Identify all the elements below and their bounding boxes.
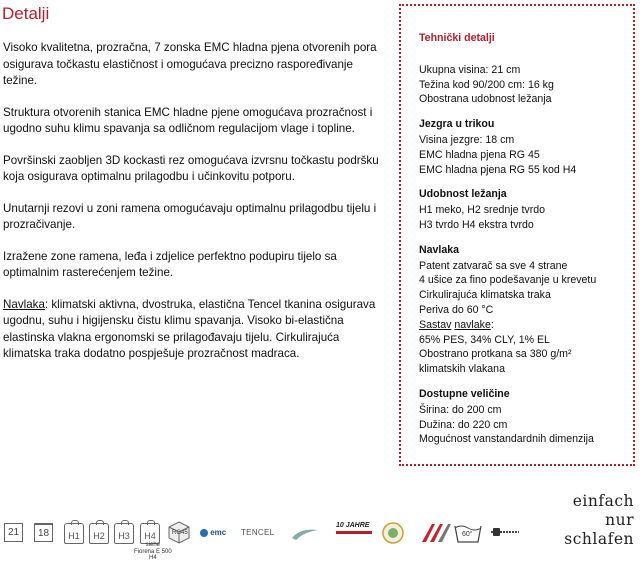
badge-underline <box>336 531 372 534</box>
general-section <box>419 63 623 107</box>
paragraph: Izražene zone ramena, leđa i zdjelice perfektno podupiru tijelo sa optimalnim rasterećenjem težine. <box>3 249 337 279</box>
washing-60-icon <box>453 522 483 549</box>
section-heading: Jezgra u trikou <box>419 118 495 131</box>
detail-line: Dužina: do 220 cm <box>419 418 508 431</box>
brand-word: schlafen <box>564 530 634 548</box>
panel-title: Tehnički detalji <box>419 32 495 44</box>
brand-word: nur <box>605 511 634 529</box>
tencel-logo: TENCEL <box>241 528 275 537</box>
zipper-icon <box>489 524 523 545</box>
detail-line: Cirkulirajuća klimatska traka <box>419 289 551 302</box>
detail-line: Obostrano protkana sa 380 g/m² <box>419 348 572 361</box>
detail-line: Širina: do 200 cm <box>419 403 502 416</box>
ten-years-label: 10 JAHRE <box>336 522 370 529</box>
note-line: siehe <box>145 542 161 548</box>
section-heading: Udobnost ležanja <box>419 188 507 201</box>
detail-line: EMC hladna pjena RG 55 kod H4 <box>419 163 577 176</box>
certificate-seal-icon <box>381 521 405 550</box>
made-in-germany-icon <box>420 522 454 549</box>
rg45-label: RG45 <box>172 530 188 536</box>
detail-line: Periva do 60 °C <box>419 303 494 316</box>
detail-line: Težina kod 90/200 cm: 16 kg <box>419 78 554 91</box>
detail-line: Mogućnost vanstandardnih dimenzija <box>419 433 594 446</box>
detail-line: Obostrana udobnost ležanja <box>419 93 552 106</box>
brand-logo <box>564 492 634 549</box>
sizes-section <box>419 387 623 447</box>
detail-line: 65% PES, 34% CLY, 1% EL <box>419 333 550 346</box>
note-line: H4 <box>149 555 157 561</box>
detail-line: Visina jezgre: 18 cm <box>419 133 515 146</box>
detail-line: H3 tvrdo H4 ekstra tvrdo <box>419 218 534 231</box>
paragraph: Struktura otvorenih stanica EMC hladne pjene omogućava prozračnost i ugodno suhu klimu spavanja sa odličnom regulacijom vlage i topline. <box>3 105 373 135</box>
page-title: Detalji <box>2 4 50 23</box>
emc-label: emc <box>210 528 227 537</box>
feather-logo-icon <box>290 526 320 547</box>
brand-word: einfach <box>572 492 634 510</box>
detail-line: EMC hladna pjena RG 45 <box>419 148 540 161</box>
emc-dot-icon <box>200 529 208 537</box>
wash-temp-label: 60° <box>462 531 473 538</box>
technical-details-panel <box>399 4 635 466</box>
model-note <box>134 542 172 562</box>
core-height-icon: 18 <box>34 523 53 542</box>
composition-heading <box>419 318 623 333</box>
firmness-h2-icon: H2 <box>89 523 109 544</box>
paragraph: Unutarnji rezovi u zoni ramena omogućavaju optimalnu prilagodbu tijelu i prozračivanje. <box>3 201 377 231</box>
paragraph: Površinski zaobljen 3D kockasti rez omogućava izvrsnu točkastu podršku koja osigurava optimalnu prilagodbu i učinkovitu potporu. <box>3 153 379 183</box>
composition-label: Sastav <box>419 318 452 331</box>
ten-years-badge-icon <box>336 522 372 534</box>
core-section <box>419 117 623 177</box>
section-heading: Navlaka <box>419 243 460 256</box>
note-line: Fiorena E 500 <box>134 548 172 555</box>
detail-line: klimatskih vlakana <box>419 363 505 376</box>
firmness-h3-icon: H3 <box>114 523 134 544</box>
composition-label: navlake <box>454 318 491 331</box>
cover-paragraph <box>3 297 386 363</box>
detail-line: 4 ušice za fino podešavanje u krevetu <box>419 274 597 287</box>
paragraph: Visoko kvalitetna, prozračna, 7 zonska EMC hladna pjena otvorenih pora osigurava točkastu elastičnost i omogućava precizno raspoređivanje težine. <box>3 41 377 87</box>
detail-line: H1 meko, H2 srednje tvrdo <box>419 204 546 217</box>
cover-label: Navlaka <box>3 297 45 311</box>
firmness-h4-icon: H4 <box>140 523 160 544</box>
firmness-h1-icon: H1 <box>64 523 84 544</box>
total-height-icon: 21 <box>4 523 23 542</box>
description <box>3 40 386 378</box>
comfort-section <box>419 187 623 232</box>
cover-section <box>419 243 623 377</box>
cover-text: : klimatski aktivna, dvostruka, elastična Tencel tkanina osigurava ugodnu, suhu i higijensku čistu klimu spavanja. Visoko bi-elastična elastinska vlakna ergonomski se prilagođavaju tijelu. Cirkulirajuća klimatska traka dodatno pospješuje prozračnost madraca. <box>3 297 376 360</box>
detail-line: Patent zatvarač sa sve 4 strane <box>419 259 568 272</box>
composition-colon: : <box>490 318 494 331</box>
emc-logo <box>200 528 226 537</box>
section-heading: Dostupne veličine <box>419 387 510 400</box>
detail-line: Ukupna visina: 21 cm <box>419 63 521 76</box>
